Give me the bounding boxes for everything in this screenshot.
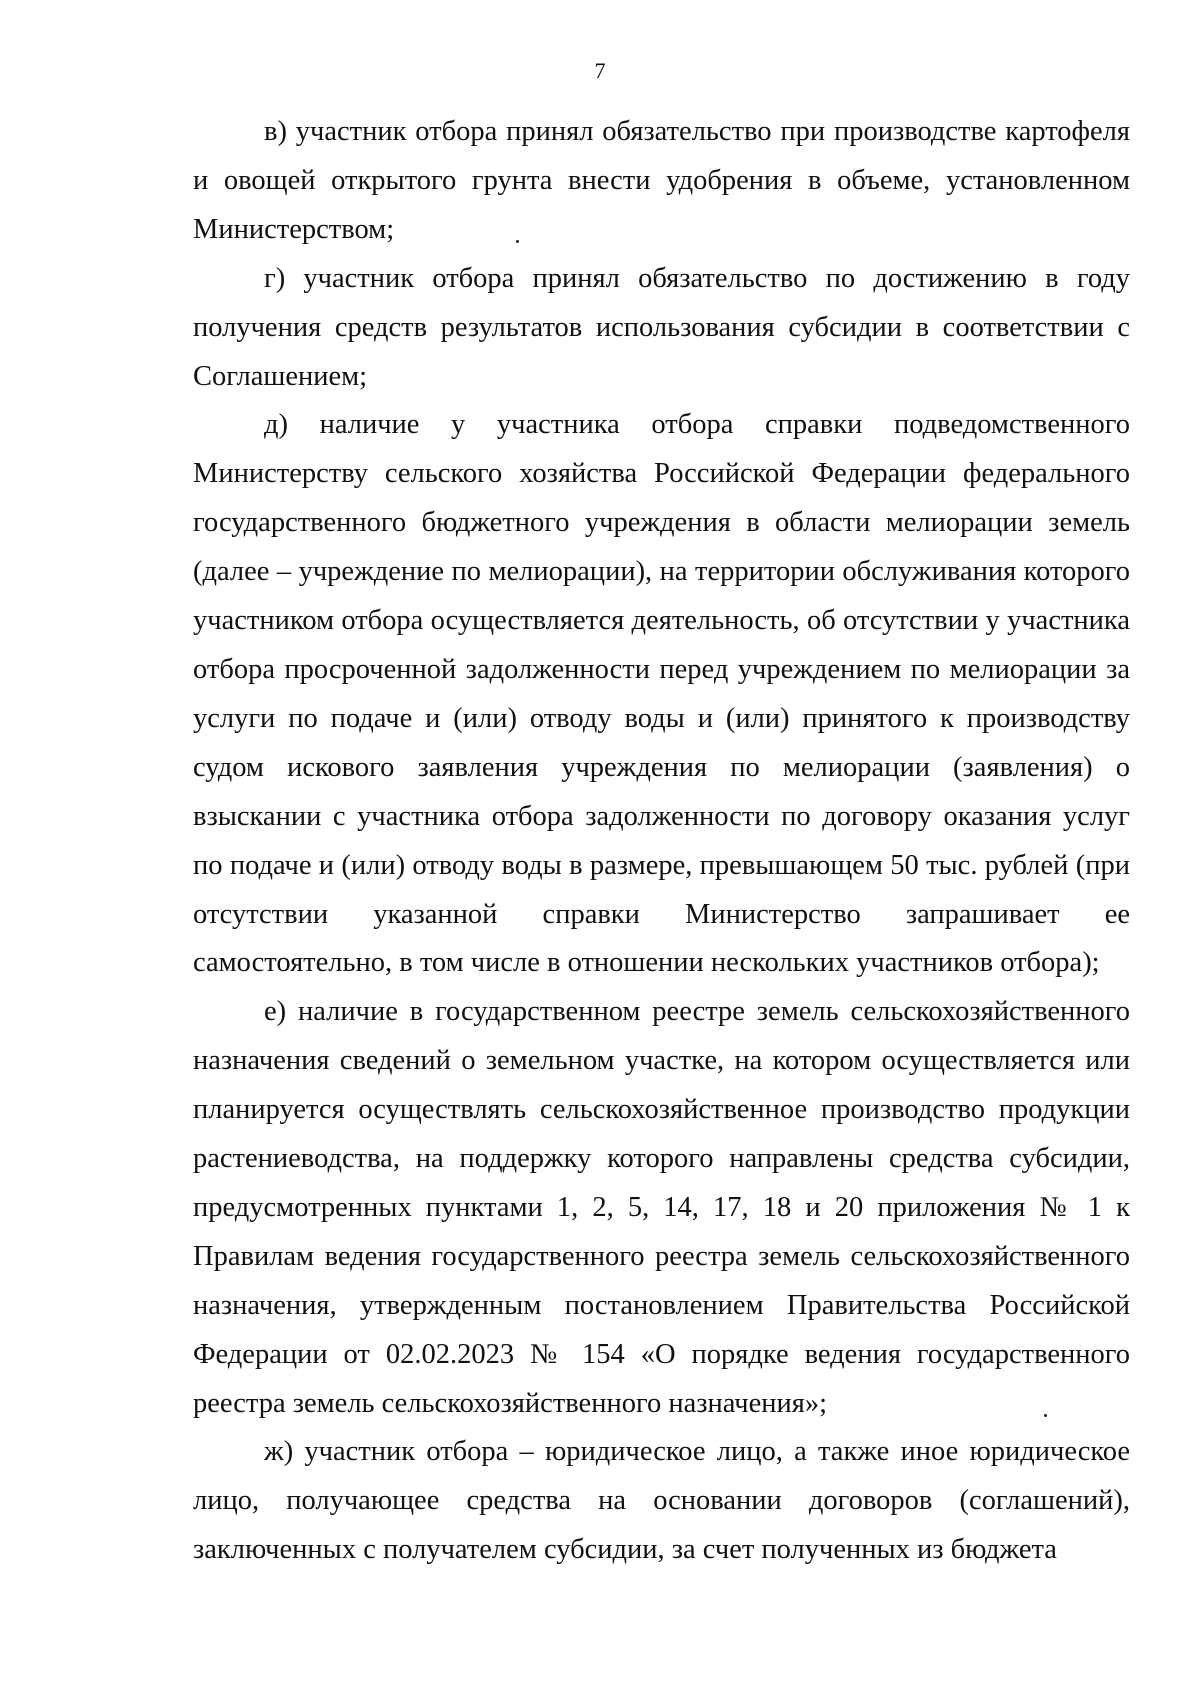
scan-speck bbox=[1044, 1414, 1047, 1417]
paragraph-g: г) участник отбора принял обязательство по достижению в году получения средств результатов использования субсидии в соответствии с Соглашением; bbox=[193, 262, 1130, 392]
paragraph-v: в) участник отбора принял обязательство при производстве картофеля и овощей открытого грунта внести удобрения в объеме, установленном Министерством; bbox=[193, 116, 1130, 245]
document-body bbox=[193, 108, 1130, 1575]
paragraph-zh: ж) участник отбора – юридическое лицо, а также иное юридическое лицо, получающее средства на основании договоров (соглашений), заключенных с получателем субсидии, за счет полученных из бюджета bbox=[193, 1436, 1130, 1566]
paragraph-d: д) наличие у участника отбора справки подведомственного Министерству сельского хозяйства Российской Федерации федерального государственного бюджетного учреждения в области мелиорации земель (далее – учреждение по мелиорации), на территории обслуживания которого участником отбора осуществляется деятельность, об отсутствии у участника отбора просроченной задолженности перед учреждением по мелиорации за услуги по подаче и (или) отводу воды и (или) принятого к производству судом искового заявления учреждения по мелиорации (заявления) о взыскании с участника отбора задолженности по договору оказания услуг по подаче и (или) отводу воды в размере, превышающем 50 тыс. рублей (при отсутствии указанной справки Министерство запрашивает ее самостоятельно, в том числе в отношении нескольких участников отбора); bbox=[193, 409, 1130, 979]
page-number: 7 bbox=[594, 58, 606, 83]
paragraph-e: е) наличие в государственном реестре земель сельскохозяйственного назначения сведений о земельном участке, на котором осуществляется или планируется осуществлять сельскохозяйственное производство продукции растениеводства, на поддержку которого направлены средства субсидии, предусмотренных пунктами 1, 2, 5, 14, 17, 18 и 20 приложения № 1 к Правилам ведения государственного реестра земель сельскохозяйственного назначения, утвержденным постановлением Правительства Российской Федерации от 02.02.2023 № 154 «О порядке ведения государственного реестра земель сельскохозяйственного назначения»; bbox=[193, 996, 1130, 1419]
scan-speck bbox=[516, 240, 519, 243]
